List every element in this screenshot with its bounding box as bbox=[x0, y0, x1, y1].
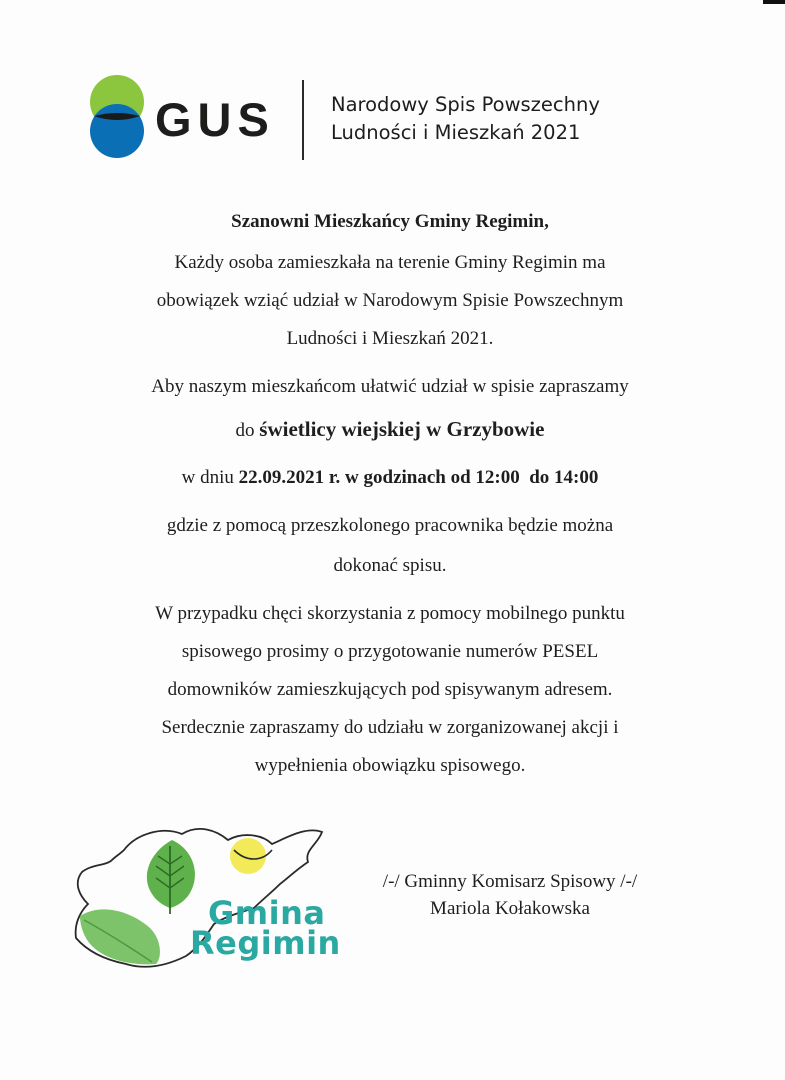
meeting-place: świetlicy wiejskiej w Grzybowie bbox=[259, 417, 545, 441]
meeting-date: 22.09.2021 r. w godzinach od 12:00 do 14:00 bbox=[238, 467, 599, 488]
gmina-wordmark bbox=[190, 894, 341, 962]
gus-logo bbox=[86, 72, 286, 164]
para3-line2: dokonać spisu. bbox=[333, 555, 447, 576]
scan-corner-mark bbox=[763, 0, 785, 4]
para1-line2: obowiązek wziąć udział w Narodowym Spisie Powszechnym bbox=[156, 290, 624, 311]
gus-circles-icon bbox=[86, 72, 156, 164]
signature-block bbox=[350, 868, 670, 922]
para3-line1: gdzie z pomocą przeszkolonego pracownika będzie można bbox=[166, 515, 614, 536]
signature-name: Mariola Kołakowska bbox=[430, 898, 590, 919]
census-title bbox=[331, 91, 600, 147]
para2-line2 bbox=[60, 417, 720, 442]
greeting: Szanowni Mieszkańcy Gminy Regimin, bbox=[231, 211, 549, 232]
para4-line4: Serdecznie zapraszamy do udziału w zorganizowanej akcji i bbox=[161, 717, 619, 738]
para1-line1: Każdy osoba zamieszkała na terenie Gminy Regimin ma bbox=[174, 252, 606, 273]
para1-line3: Ludności i Mieszkań 2021. bbox=[286, 328, 494, 349]
para4-line2: spisowego prosimy o przygotowanie numerów PESEL bbox=[181, 641, 599, 662]
para2-line1: Aby naszym mieszkańcom ułatwić udział w spisie zapraszamy bbox=[151, 376, 629, 397]
para2-prefix: do bbox=[235, 420, 255, 441]
para4-line1: W przypadku chęci skorzystania z pomocy mobilnego punktu bbox=[155, 603, 625, 624]
gus-wordmark: GUS bbox=[155, 93, 275, 146]
census-title-line2: Ludności i Mieszkań 2021 bbox=[331, 121, 581, 144]
census-title-line1: Narodowy Spis Powszechny bbox=[331, 93, 600, 116]
header-divider bbox=[302, 80, 304, 160]
gmina-wordmark-line2: Regimin bbox=[190, 924, 341, 962]
signature-role: /-/ Gminny Komisarz Spisowy /-/ bbox=[382, 871, 638, 892]
para4-line5: wypełnienia obowiązku spisowego. bbox=[254, 755, 526, 776]
gmina-wordmark-line1: Gmina bbox=[208, 894, 326, 932]
para4-line3: domowników zamieszkujących pod spisywanym adresem. bbox=[167, 679, 613, 700]
meeting-date-line bbox=[60, 467, 720, 489]
date-prefix: w dniu bbox=[181, 467, 234, 488]
gmina-regimin-logo bbox=[66, 820, 341, 980]
